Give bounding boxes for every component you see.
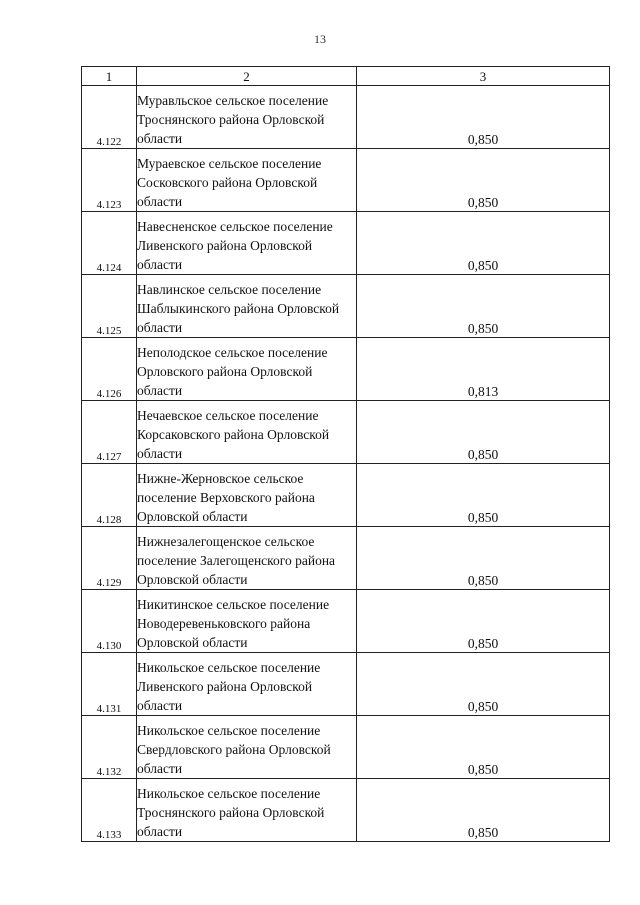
table-row xyxy=(82,212,610,275)
row-number: 4.126 xyxy=(82,338,137,401)
settlement-name: Навлинское сельское поселение Шаблыкинского района Орловской области xyxy=(137,275,357,338)
table-row xyxy=(82,590,610,653)
settlement-name: Мураевское сельское поселение Сосковского района Орловской области xyxy=(137,149,357,212)
coefficient-value: 0,850 xyxy=(357,275,610,338)
coefficient-value: 0,813 xyxy=(357,338,610,401)
coefficient-value: 0,850 xyxy=(357,464,610,527)
row-number: 4.131 xyxy=(82,653,137,716)
page-number: 13 xyxy=(314,32,326,46)
table-row xyxy=(82,527,610,590)
header-row xyxy=(82,67,610,86)
settlement-name: Нечаевское сельское поселение Корсаковского района Орловской области xyxy=(137,401,357,464)
coefficient-value: 0,850 xyxy=(357,212,610,275)
settlement-name: Нижне-Жерновское сельское поселение Верховского района Орловской области xyxy=(137,464,357,527)
header-col-2: 2 xyxy=(137,67,357,86)
coefficient-value: 0,850 xyxy=(357,590,610,653)
settlement-name: Нижнезалегощенское сельское поселение Залегощенского района Орловской области xyxy=(137,527,357,590)
settlement-name: Никольское сельское поселение Ливенского района Орловской области xyxy=(137,653,357,716)
table-row xyxy=(82,338,610,401)
settlement-name: Никитинское сельское поселение Новодеревеньковского района Орловской области xyxy=(137,590,357,653)
row-number: 4.130 xyxy=(82,590,137,653)
table-body xyxy=(82,86,610,842)
table-row xyxy=(82,779,610,842)
settlement-name: Никольское сельское поселение Свердловского района Орловской области xyxy=(137,716,357,779)
row-number: 4.132 xyxy=(82,716,137,779)
table-row xyxy=(82,464,610,527)
coefficient-value: 0,850 xyxy=(357,149,610,212)
settlement-name: Неполодское сельское поселение Орловского района Орловской области xyxy=(137,338,357,401)
row-number: 4.122 xyxy=(82,86,137,149)
row-number: 4.124 xyxy=(82,212,137,275)
table-row xyxy=(82,401,610,464)
row-number: 4.123 xyxy=(82,149,137,212)
row-number: 4.125 xyxy=(82,275,137,338)
row-number: 4.133 xyxy=(82,779,137,842)
coefficient-value: 0,850 xyxy=(357,716,610,779)
coefficient-value: 0,850 xyxy=(357,401,610,464)
coefficient-value: 0,850 xyxy=(357,527,610,590)
table-row xyxy=(82,653,610,716)
table-row xyxy=(82,86,610,149)
row-number: 4.129 xyxy=(82,527,137,590)
table-header xyxy=(82,67,610,86)
row-number: 4.128 xyxy=(82,464,137,527)
settlement-name: Навесненское сельское поселение Ливенского района Орловской области xyxy=(137,212,357,275)
header-col-1: 1 xyxy=(82,67,137,86)
settlement-name: Никольское сельское поселение Троснянского района Орловской области xyxy=(137,779,357,842)
row-number: 4.127 xyxy=(82,401,137,464)
table-row xyxy=(82,275,610,338)
coefficient-value: 0,850 xyxy=(357,779,610,842)
settlement-name: Муравльское сельское поселение Троснянского района Орловской области xyxy=(137,86,357,149)
coefficient-value: 0,850 xyxy=(357,653,610,716)
coefficient-value: 0,850 xyxy=(357,86,610,149)
header-col-3: 3 xyxy=(357,67,610,86)
settlements-table xyxy=(81,66,610,842)
table-row xyxy=(82,716,610,779)
table-row xyxy=(82,149,610,212)
